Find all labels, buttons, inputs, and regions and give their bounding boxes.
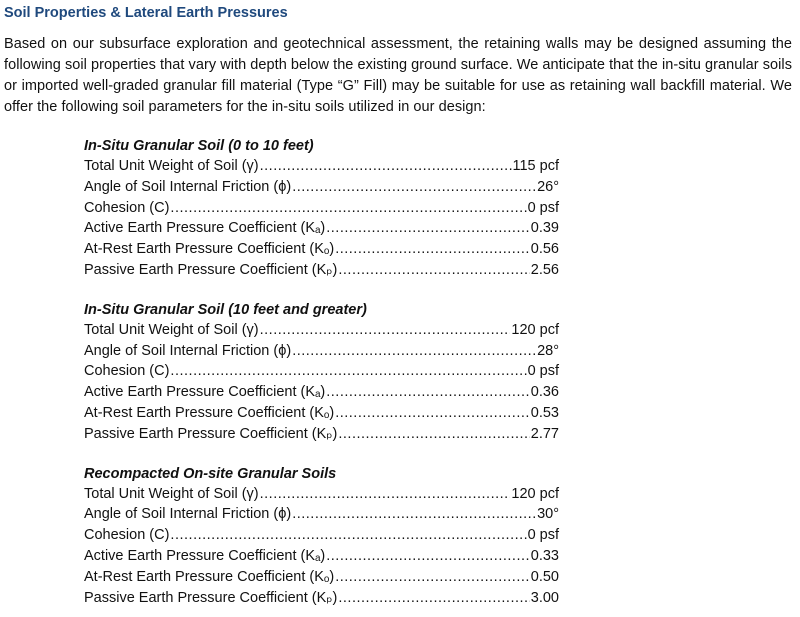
property-value: 0.50 <box>530 568 559 585</box>
dot-leader <box>326 218 530 239</box>
dot-leader <box>170 198 526 219</box>
soil-section-insitu-0-10 <box>84 136 559 281</box>
property-row <box>84 320 559 341</box>
property-label: Total Unit Weight of Soil (γ) <box>84 158 259 174</box>
property-label: At-Rest Earth Pressure Coefficient (Kₒ) <box>84 404 335 421</box>
property-label: At-Rest Earth Pressure Coefficient (Kₒ) <box>84 568 335 585</box>
property-value: 26° <box>537 178 559 195</box>
dot-leader <box>260 156 512 177</box>
property-label: Angle of Soil Internal Friction (ϕ) <box>84 342 292 359</box>
property-row <box>84 382 559 403</box>
property-value: 115 pcf <box>512 158 559 174</box>
property-row <box>84 567 559 588</box>
dot-leader <box>326 382 530 403</box>
property-label: Active Earth Pressure Coefficient (Kₐ) <box>84 547 326 564</box>
property-value: 30° <box>537 506 559 523</box>
property-value: 0 psf <box>527 199 559 216</box>
property-value: 120 pcf <box>511 321 559 338</box>
section-title: In-Situ Granular Soil (10 feet and greater) <box>84 301 367 318</box>
property-row <box>84 156 559 177</box>
dot-leader <box>338 260 529 281</box>
property-label: Passive Earth Pressure Coefficient (Kₚ) <box>84 425 338 442</box>
dot-leader <box>338 424 529 445</box>
property-value: 2.56 <box>530 261 559 278</box>
soil-section-insitu-10-plus <box>84 300 559 445</box>
property-label: Total Unit Weight of Soil (γ) <box>84 321 259 338</box>
property-row <box>84 424 559 445</box>
property-row <box>84 218 559 239</box>
property-label: Passive Earth Pressure Coefficient (Kₚ) <box>84 589 338 606</box>
dot-leader <box>292 177 536 198</box>
section-heading: Soil Properties & Lateral Earth Pressures <box>4 5 288 21</box>
dot-leader <box>260 320 511 341</box>
property-value: 0.53 <box>530 404 559 421</box>
property-row <box>84 177 559 198</box>
intro-paragraph: Based on our subsurface exploration and geotechnical assessment, the retaining walls may be designed assuming the following soil properties that vary with depth below the existing ground surface. We anticipate that the in-situ granular soils or imported well-graded granular fill material (Type “G” Fill) may be suitable for use as retaining wall backfill material. We offer the following soil parameters for the in-situ soils utilized in our design: <box>4 36 792 115</box>
property-label: Active Earth Pressure Coefficient (Kₐ) <box>84 220 326 237</box>
dot-leader <box>335 403 530 424</box>
property-label: Angle of Soil Internal Friction (ϕ) <box>84 506 292 523</box>
property-label: Active Earth Pressure Coefficient (Kₐ) <box>84 384 326 401</box>
soil-section-recompacted <box>84 464 559 609</box>
property-value: 28° <box>537 342 559 359</box>
section-title: In-Situ Granular Soil (0 to 10 feet) <box>84 138 314 154</box>
property-row <box>84 525 559 546</box>
property-value: 0.39 <box>530 220 559 237</box>
dot-leader <box>170 525 526 546</box>
property-value: 0.56 <box>530 241 559 258</box>
dot-leader <box>335 567 530 588</box>
property-row <box>84 198 559 219</box>
dot-leader <box>292 504 536 525</box>
property-value: 2.77 <box>530 425 559 442</box>
property-value: 3.00 <box>530 589 559 606</box>
property-label: Total Unit Weight of Soil (γ) <box>84 485 259 502</box>
dot-leader <box>338 588 529 609</box>
property-label: Angle of Soil Internal Friction (ϕ) <box>84 178 292 195</box>
property-row <box>84 546 559 567</box>
property-label: Cohesion (C) <box>84 199 170 216</box>
dot-leader <box>335 239 530 260</box>
document-body <box>4 4 792 608</box>
dot-leader <box>326 546 530 567</box>
property-label: Cohesion (C) <box>84 363 170 380</box>
property-row <box>84 588 559 609</box>
property-label: Passive Earth Pressure Coefficient (Kₚ) <box>84 261 338 278</box>
property-row <box>84 484 559 505</box>
property-row <box>84 504 559 525</box>
dot-leader <box>260 484 511 505</box>
property-label: At-Rest Earth Pressure Coefficient (Kₒ) <box>84 241 335 258</box>
property-value: 120 pcf <box>511 485 559 502</box>
property-label: Cohesion (C) <box>84 527 170 544</box>
property-value: 0.36 <box>530 384 559 401</box>
dot-leader <box>170 361 526 382</box>
property-value: 0 psf <box>527 527 559 544</box>
dot-leader <box>292 341 536 362</box>
property-row <box>84 361 559 382</box>
property-row <box>84 341 559 362</box>
property-row <box>84 239 559 260</box>
property-row <box>84 260 559 281</box>
section-title: Recompacted On-site Granular Soils <box>84 465 337 482</box>
property-value: 0.33 <box>530 547 559 564</box>
property-value: 0 psf <box>527 363 559 380</box>
property-row <box>84 403 559 424</box>
